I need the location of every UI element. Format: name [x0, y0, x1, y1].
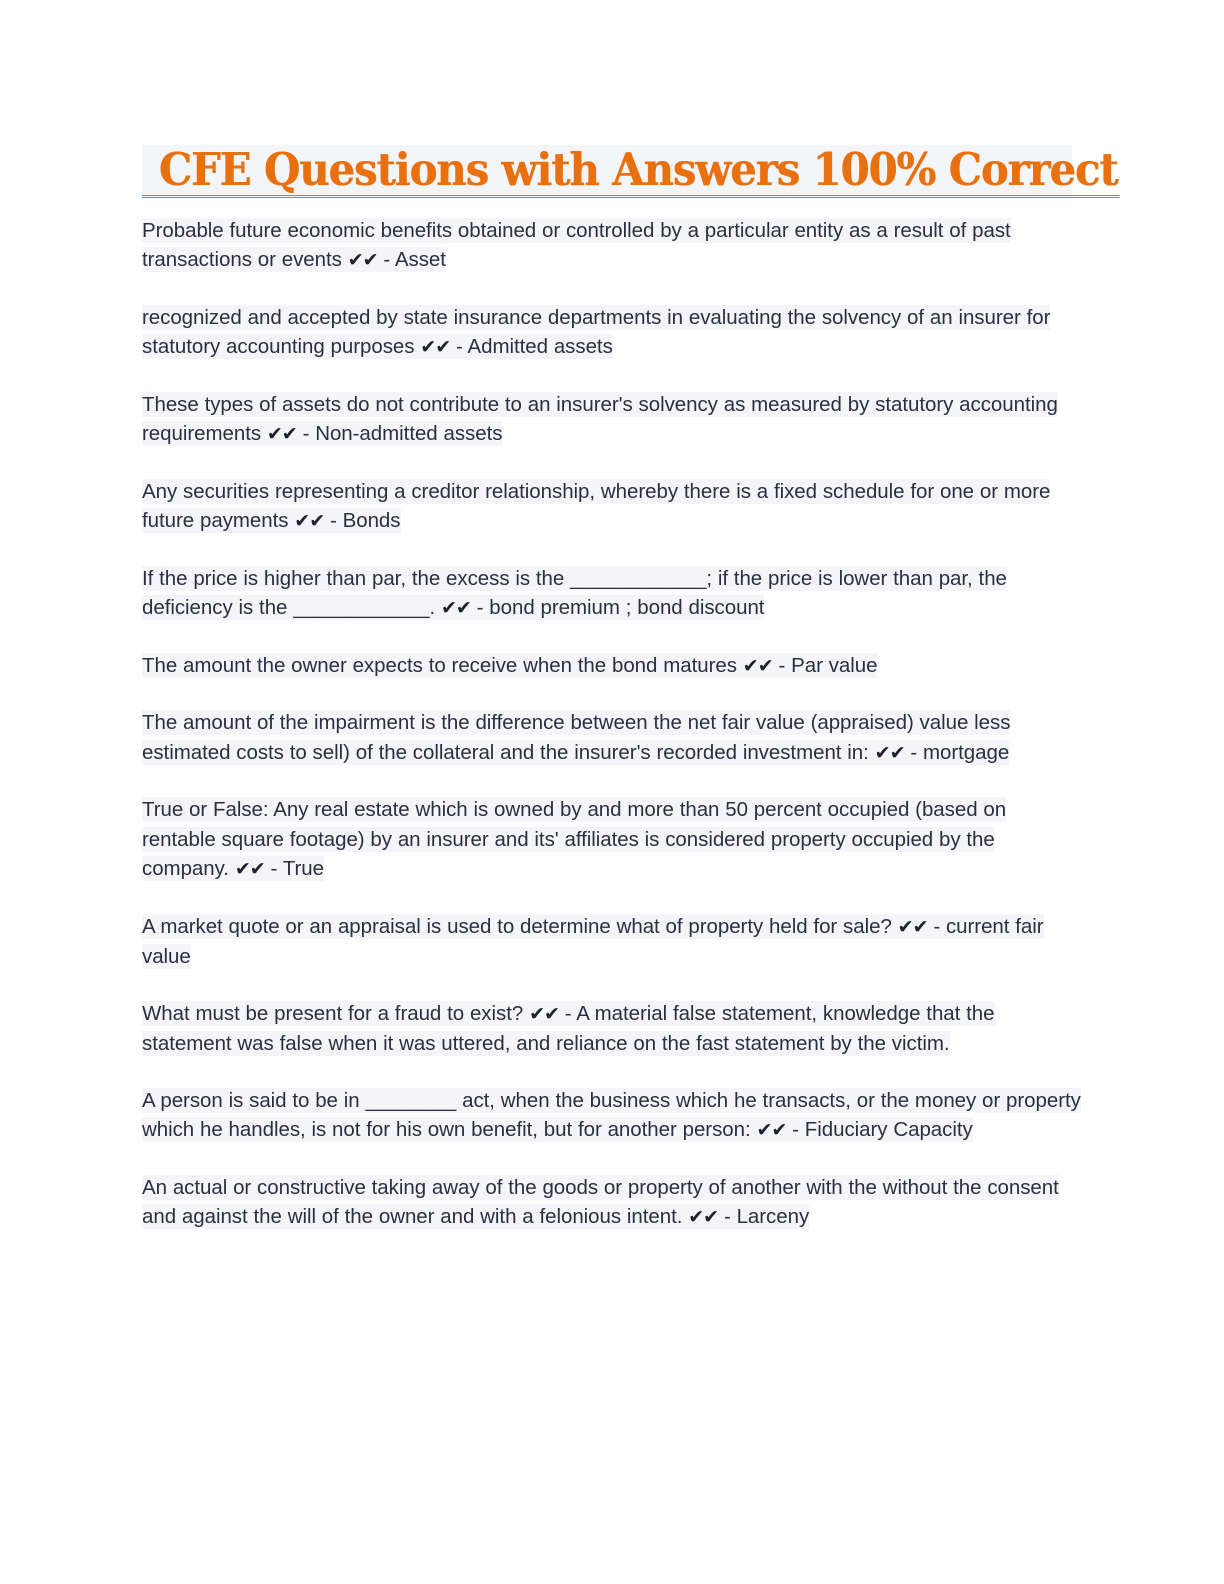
double-check-icon: ✔✔: [420, 336, 451, 359]
qa-entry-current-fair-value: [142, 912, 1082, 972]
qa-question: The amount the owner expects to receive when the bond matures: [142, 653, 743, 677]
double-check-icon: ✔✔: [440, 597, 471, 620]
qa-question: An actual or constructive taking away of the goods or property of another with the without the consent and against the will of the owner and with a felonious intent.: [142, 1175, 1059, 1229]
qa-answer: - A material false statement, knowledge that the statement was false when it was uttered, and reliance on the fast statement by the victim.: [142, 1001, 995, 1056]
double-check-icon: ✔✔: [756, 1119, 787, 1142]
qa-entry-mortgage: [142, 708, 1082, 768]
qa-highlight: [142, 218, 1011, 273]
qa-question: True or False: Any real estate which is owned by and more than 50 percent occupied (based on rentable square footage) by an insurer and its' affiliates is considered property occupied by the company.: [142, 798, 1007, 881]
qa-question: recognized and accepted by state insurance departments in evaluating the solvency of an insurer for statutory accounting purposes: [142, 305, 1051, 359]
qa-entry-non-admitted-assets: [142, 390, 1082, 450]
double-check-icon: ✔✔: [294, 510, 325, 533]
qa-highlight: [142, 914, 1044, 970]
qa-entry-admitted-assets: [142, 303, 1082, 363]
qa-highlight: [142, 1175, 1059, 1230]
qa-highlight: [142, 797, 1006, 881]
qa-question: If the price is higher than par, the excess is the ____________; if the price is lower than par, the deficiency is the ____________.: [142, 566, 1007, 620]
qa-entry-asset: [142, 216, 1082, 276]
qa-question: Probable future economic benefits obtained or controlled by a particular entity as a result of past transactions or events: [142, 218, 1011, 272]
qa-answer: - True: [264, 857, 324, 881]
qa-entry-true-false-real-estate: [142, 795, 1082, 885]
qa-question: The amount of the impairment is the difference between the net fair value (appraised) value less estimated costs to sell) of the collateral and the insurer's recorded investment in:: [142, 711, 1011, 764]
qa-entry-par-value: [142, 651, 1082, 682]
qa-answer: - Larceny: [718, 1205, 810, 1229]
qa-question: What must be present for a fraud to exist?: [142, 1001, 530, 1025]
qa-answer: - Non-admitted assets: [296, 422, 503, 446]
double-check-icon: ✔✔: [688, 1206, 719, 1229]
double-check-icon: ✔✔: [897, 915, 928, 938]
double-check-icon: ✔✔: [742, 654, 773, 677]
qa-highlight: [142, 710, 1010, 765]
qa-entry-fraud-elements: [142, 999, 1082, 1059]
qa-answer: - bond premium ; bond discount: [470, 596, 765, 620]
qa-question: These types of assets do not contribute to an insurer's solvency as measured by statutory accounting requirements: [142, 392, 1058, 446]
qa-question: A market quote or an appraisal is used to determine what of property held for sale?: [142, 914, 898, 938]
qa-entry-larceny: [142, 1173, 1082, 1233]
qa-highlight: [142, 566, 1007, 621]
double-check-icon: ✔✔: [874, 741, 905, 764]
double-check-icon: ✔✔: [234, 858, 265, 881]
qa-answer: - Par value: [772, 653, 878, 677]
qa-question: A person is said to be in ________ act, when the business which he transacts, or the money or property which he handles, is not for his own benefit, but for another person:: [142, 1088, 1081, 1142]
qa-answer: - Admitted assets: [450, 335, 613, 359]
qa-highlight: [142, 479, 1050, 534]
qa-entry-fiduciary-capacity: [142, 1086, 1082, 1146]
qa-highlight: [142, 305, 1050, 360]
qa-highlight: [142, 1001, 995, 1057]
qa-entry-bond-premium-discount: [142, 564, 1082, 624]
double-check-icon: ✔✔: [266, 423, 297, 446]
qa-highlight: [142, 653, 877, 678]
double-check-icon: ✔✔: [347, 249, 378, 272]
page-title: CFE Questions with Answers 100% Correct: [142, 147, 1119, 198]
qa-answer: - current fair value: [142, 914, 1044, 969]
qa-highlight: [142, 392, 1058, 447]
qa-entry-bonds: [142, 477, 1082, 537]
qa-answer: - Bonds: [324, 509, 401, 533]
qa-list: [142, 216, 1082, 1233]
document-title-block: [142, 143, 1118, 198]
qa-answer: - Fiduciary Capacity: [786, 1118, 973, 1142]
double-check-icon: ✔✔: [529, 1002, 559, 1025]
qa-answer: - Asset: [377, 248, 446, 272]
qa-highlight: [142, 1088, 1081, 1143]
qa-question: Any securities representing a creditor relationship, whereby there is a fixed schedule for one or more future payments: [142, 479, 1051, 533]
qa-answer: - mortgage: [904, 740, 1010, 764]
